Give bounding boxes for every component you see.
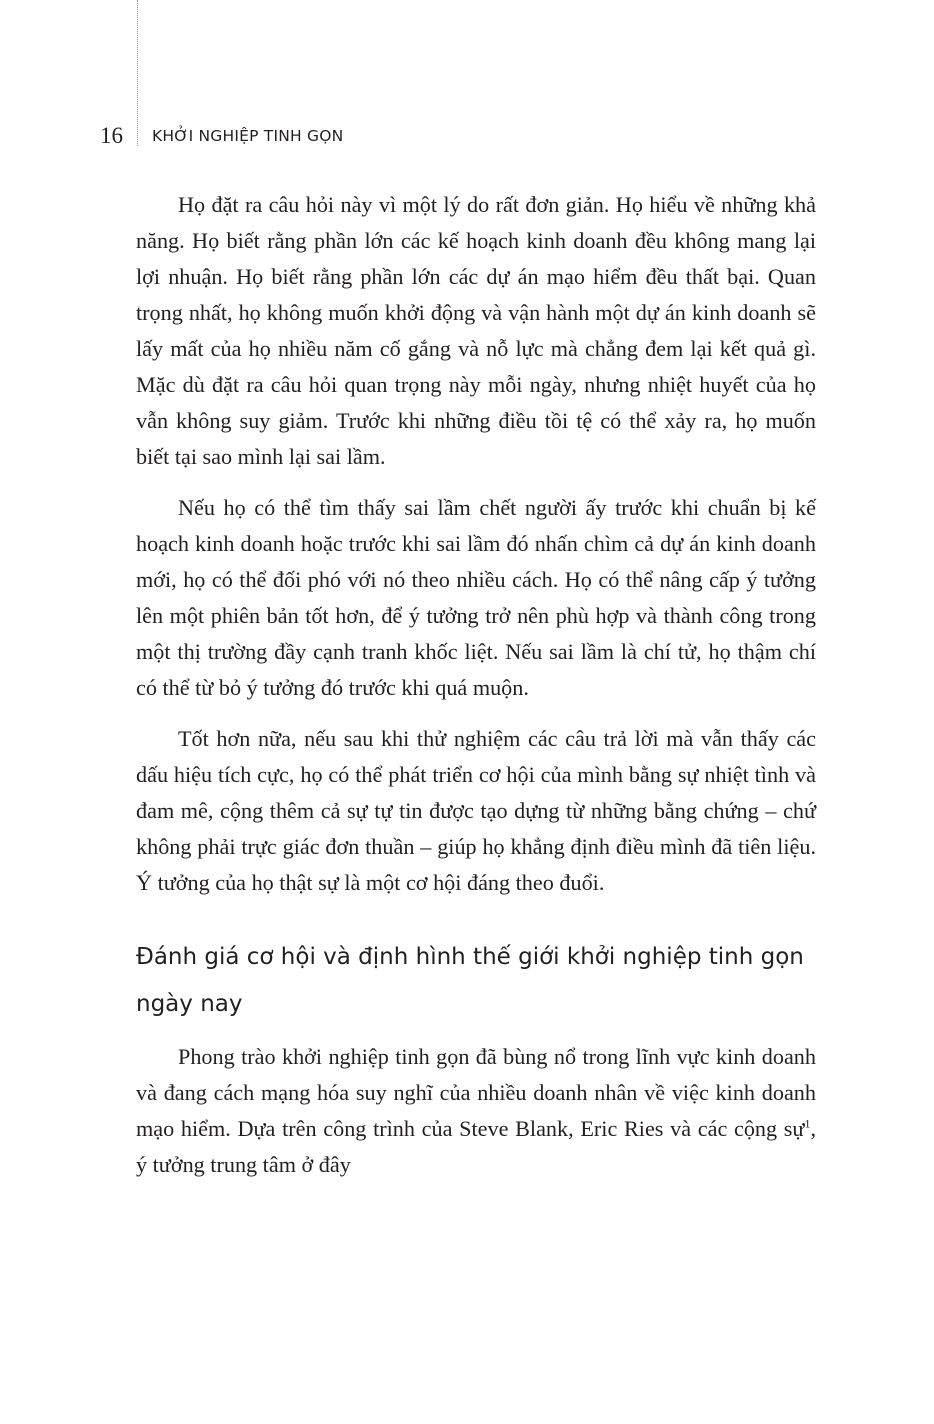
body-paragraph: Họ đặt ra câu hỏi này vì một lý do rất đơn giản. Họ hiểu về những khả năng. Họ biết rằng phần lớn các kế hoạch kinh doanh đều không mang lại lợi nhuận. Họ biết rằng phần lớn các dự án mạo hiểm đều thất bại. Quan trọng nhất, họ không muốn khởi động và vận hành một dự án kinh doanh sẽ lấy mất của họ nhiều năm cố gắng và nỗ lực mà chẳng đem lại kết quả gì. Mặc dù đặt ra câu hỏi quan trọng này mỗi ngày, nhưng nhiệt huyết của họ vẫn không suy giảm. Trước khi những điều tồi tệ có thể xảy ra, họ muốn biết tại sao mình lại sai lầm.	[136, 192, 816, 469]
paragraph-text: Phong trào khởi nghiệp tinh gọn đã bùng nổ trong lĩnh vực kinh doanh và đang cách mạng hóa suy nghĩ của nhiều doanh nhân về việc kinh doanh mạo hiểm. Dựa trên công trình của Steve Blank, Eric Ries và các cộng sự	[136, 1044, 816, 1141]
body-paragraph	[136, 1039, 816, 1183]
running-head	[100, 118, 343, 154]
page-body	[136, 187, 816, 1198]
footnote-marker[interactable]: 1	[804, 1116, 811, 1131]
book-title: KHỞI NGHIỆP TINH GỌN	[152, 127, 344, 145]
page-number: 16	[100, 123, 123, 148]
body-paragraph: Nếu họ có thể tìm thấy sai lầm chết người ấy trước khi chuẩn bị kế hoạch kinh doanh hoặc trước khi sai lầm đó nhấn chìm cả dự án kinh doanh mới, họ có thể đối phó với nó theo nhiều cách. Họ có thể nâng cấp ý tưởng lên một phiên bản tốt hơn, để ý tưởng trở nên phù hợp và thành công trong một thị trường đầy cạnh tranh khốc liệt. Nếu sai lầm là chí tử, họ thậm chí có thể từ bỏ ý tưởng đó trước khi quá muộn.	[136, 495, 816, 700]
body-paragraph: Tốt hơn nữa, nếu sau khi thử nghiệm các câu trả lời mà vẫn thấy các dấu hiệu tích cực, họ có thể phát triển cơ hội của mình bằng sự nhiệt tình và đam mê, cộng thêm cả sự tự tin được tạo dựng từ những bằng chứng – chứ không phải trực giác đơn thuần – giúp họ khẳng định điều mình đã tiên liệu. Ý tưởng của họ thật sự là một cơ hội đáng theo đuổi.	[136, 726, 816, 895]
section-heading: Đánh giá cơ hội và định hình thế giới khởi nghiệp tinh gọn ngày nay	[136, 944, 804, 1017]
paragraph-text: , ý tưởng trung tâm ở đây	[136, 1116, 816, 1177]
